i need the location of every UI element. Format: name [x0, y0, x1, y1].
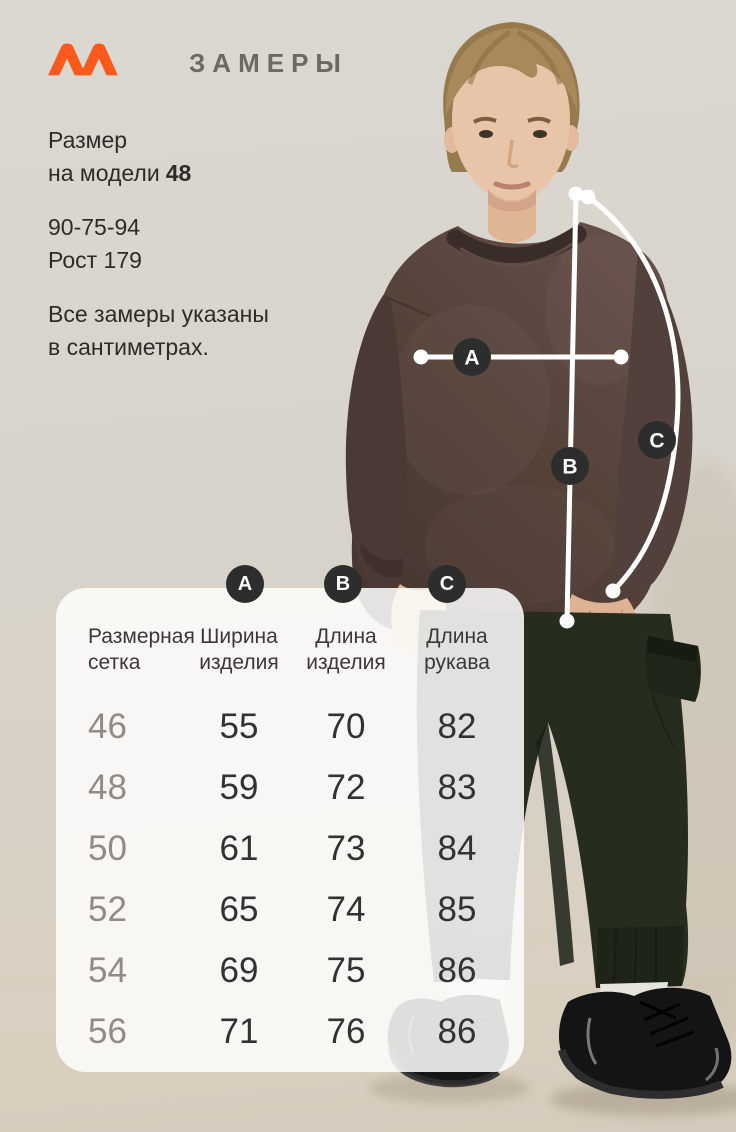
figure-badge-A-label: A — [464, 346, 480, 370]
column-header-sleeve: Длина рукава — [424, 625, 490, 674]
body-params: 90-75-94 — [48, 214, 141, 240]
column-header-size-grid: Размерная сетка — [88, 625, 195, 674]
units-note-text — [48, 298, 269, 364]
measurement-info-block — [48, 124, 269, 385]
measure-line-B — [567, 194, 576, 621]
size-table-panel — [56, 572, 524, 1072]
table-badge-B: B — [324, 565, 362, 603]
table-badge-A: A — [226, 565, 264, 603]
figure-badge-B-label: B — [562, 455, 578, 479]
table-badge-C: C — [428, 565, 466, 603]
table-header-row — [56, 624, 514, 676]
table-body — [56, 696, 514, 1062]
page-title: ЗАМЕРЫ — [189, 48, 348, 78]
measure-line-C — [588, 197, 678, 591]
size-label-line2: на модели — [48, 160, 160, 186]
figure-badge-C-label: C — [649, 429, 665, 453]
figure-marker-badges — [453, 338, 676, 485]
note-line2: в сантиметрах. — [48, 334, 209, 360]
table-row: 50 61 73 84 — [88, 828, 477, 868]
table-row: 46 55 70 82 — [88, 706, 477, 746]
column-header-width: Ширина изделия — [199, 625, 279, 674]
size-label-line1: Размер — [48, 127, 128, 153]
model-params-text — [48, 211, 269, 277]
size-value: 48 — [165, 160, 192, 186]
table-row: 56 71 76 86 — [88, 1011, 477, 1051]
measurement-endpoints — [414, 187, 629, 629]
column-header-length: Длина изделия — [306, 625, 386, 674]
measurement-lines — [421, 194, 678, 621]
table-row: 52 65 74 85 — [88, 889, 477, 929]
note-line1: Все замеры указаны — [48, 301, 269, 327]
table-row: 48 59 72 83 — [88, 767, 477, 807]
model-size-text — [48, 124, 269, 190]
model-height: Рост 179 — [48, 247, 142, 273]
table-row: 54 69 75 86 — [88, 950, 477, 990]
brand-logo-icon — [48, 42, 124, 76]
